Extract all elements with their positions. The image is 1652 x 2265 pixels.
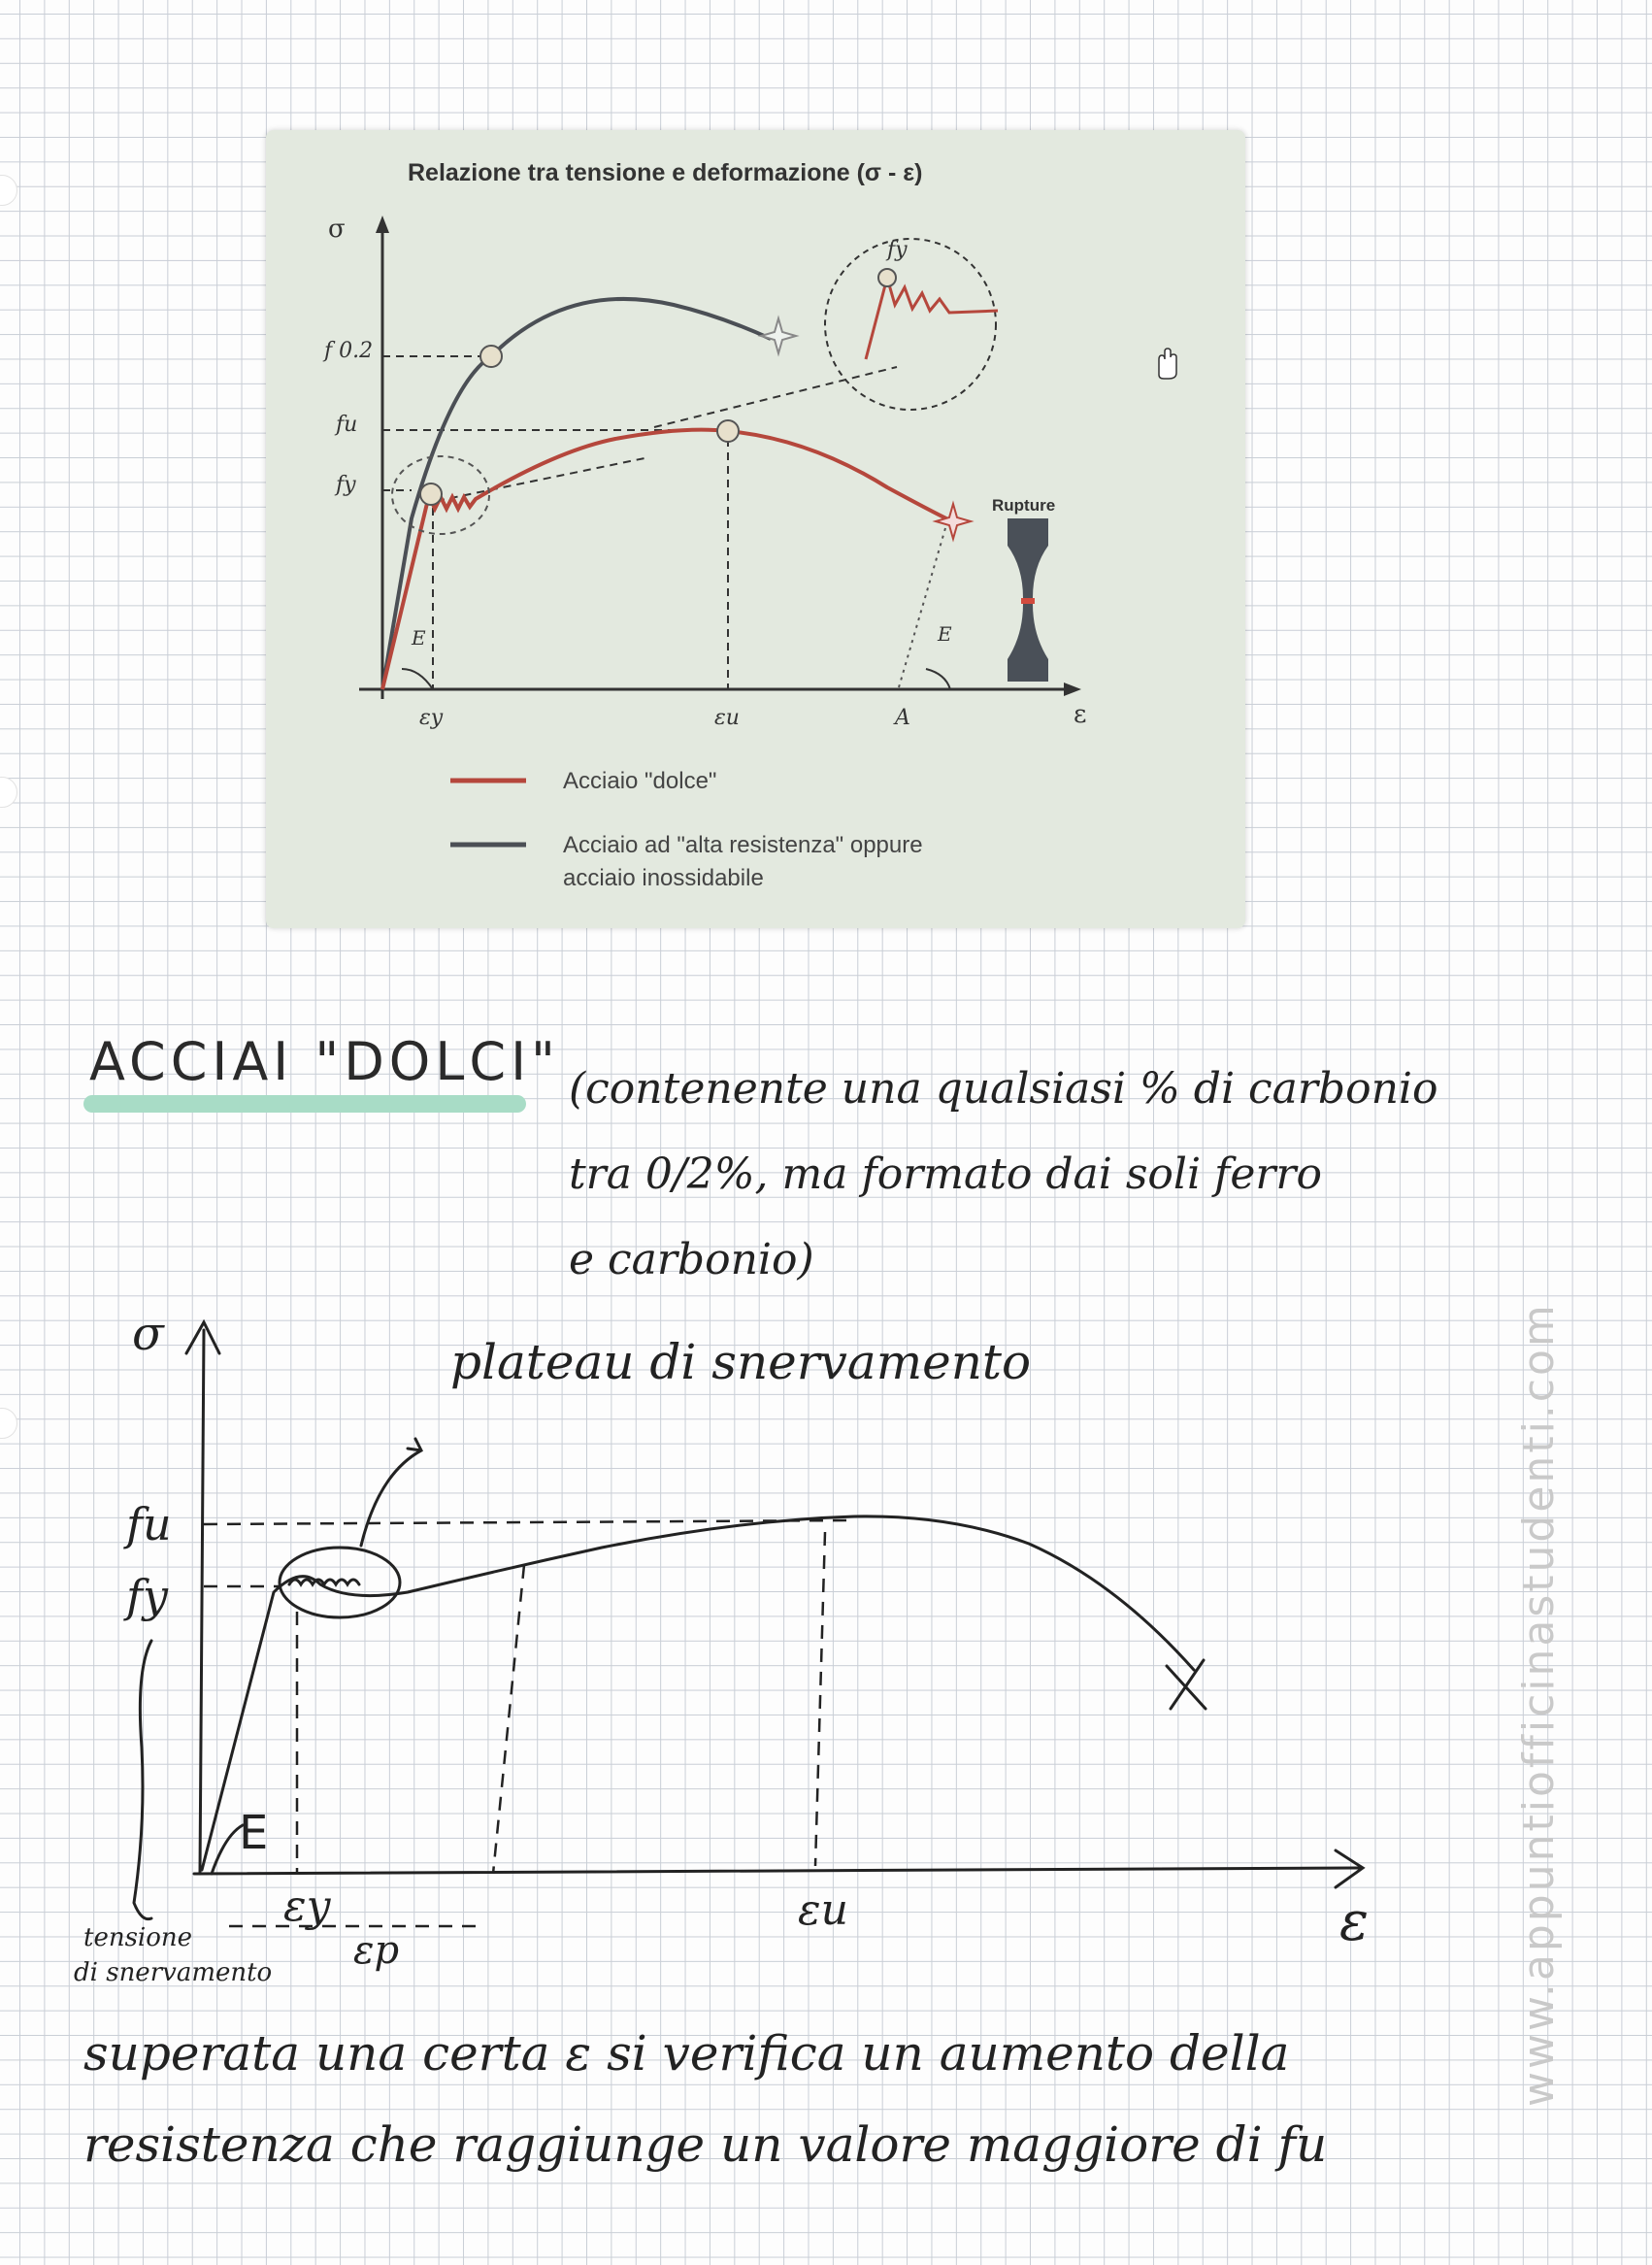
sketch-xtick-eu: εu — [798, 1885, 848, 1935]
printed-xtick-ey: εy — [419, 706, 444, 730]
printed-ytick-fu: fu — [336, 413, 358, 437]
printed-title: Relazione tra tensione e deformazione (σ - ε) — [408, 159, 923, 186]
sketch-xtick-ep: εp — [353, 1928, 400, 1973]
section-title: ACCIAI "DOLCI" — [89, 1031, 560, 1092]
rupture-label: Rupture — [992, 496, 1056, 515]
bottom-note — [83, 2008, 1327, 2190]
sketch-plateau-label: plateau di snervamento — [450, 1334, 1032, 1390]
sketch-ytick-fy: fy — [126, 1570, 169, 1622]
sketch-xtick-ey: εy — [283, 1882, 331, 1931]
sketch-x-axis-label: ε — [1339, 1890, 1370, 1953]
legend-high-strength-label-2: acciaio inossidabile — [563, 865, 764, 891]
yield-stress-note-2: di snervamento — [74, 1958, 273, 1987]
heading-note-line-2: tra 0/2%, ma formato dai soli ferro — [569, 1149, 1322, 1199]
sketch-y-axis-label: σ — [132, 1307, 164, 1361]
bottom-note-line-2: resistenza che raggiunge un valore maggiore di fu — [83, 2116, 1328, 2173]
heading-note-line-1: (contenente una qualsiasi % di carbonio — [569, 1064, 1438, 1114]
sketch-y-axis — [200, 1330, 204, 1874]
printed-x-axis-label: ε — [1074, 700, 1087, 729]
sketch-ytick-fu: fu — [126, 1498, 172, 1550]
watermark: www.appuntiofficinastudenti.com — [1514, 1302, 1564, 2107]
inset-fy-label: fy — [887, 238, 908, 262]
bottom-note-line-1: superata una certa ε si verifica un aumento della — [83, 2025, 1290, 2082]
printed-ytick-f02: f 0.2 — [324, 339, 374, 363]
printed-y-axis-label: σ — [328, 215, 346, 244]
sketch-modulus-label: E — [239, 1806, 269, 1860]
yield-stress-note-1: tensione — [83, 1923, 193, 1952]
legend-high-strength-label-1: Acciaio ad "alta resistenza" oppure — [563, 832, 923, 858]
sketch-plateau-arrow — [361, 1439, 421, 1546]
printed-xtick-a: A — [895, 706, 910, 730]
printed-ytick-fy: fy — [336, 473, 356, 497]
sketch-rupture-x — [1167, 1660, 1206, 1709]
legend-mild-label: Acciaio "dolce" — [563, 768, 717, 794]
sketch-stress-strain-curve — [202, 1516, 1194, 1870]
heading-note-line-3: e carbonio) — [569, 1235, 814, 1284]
sketch-x-axis — [194, 1868, 1359, 1874]
printed-xtick-eu: εu — [714, 706, 740, 730]
printed-modulus-label: E — [412, 626, 426, 650]
printed-modulus-label-2: E — [938, 622, 952, 646]
